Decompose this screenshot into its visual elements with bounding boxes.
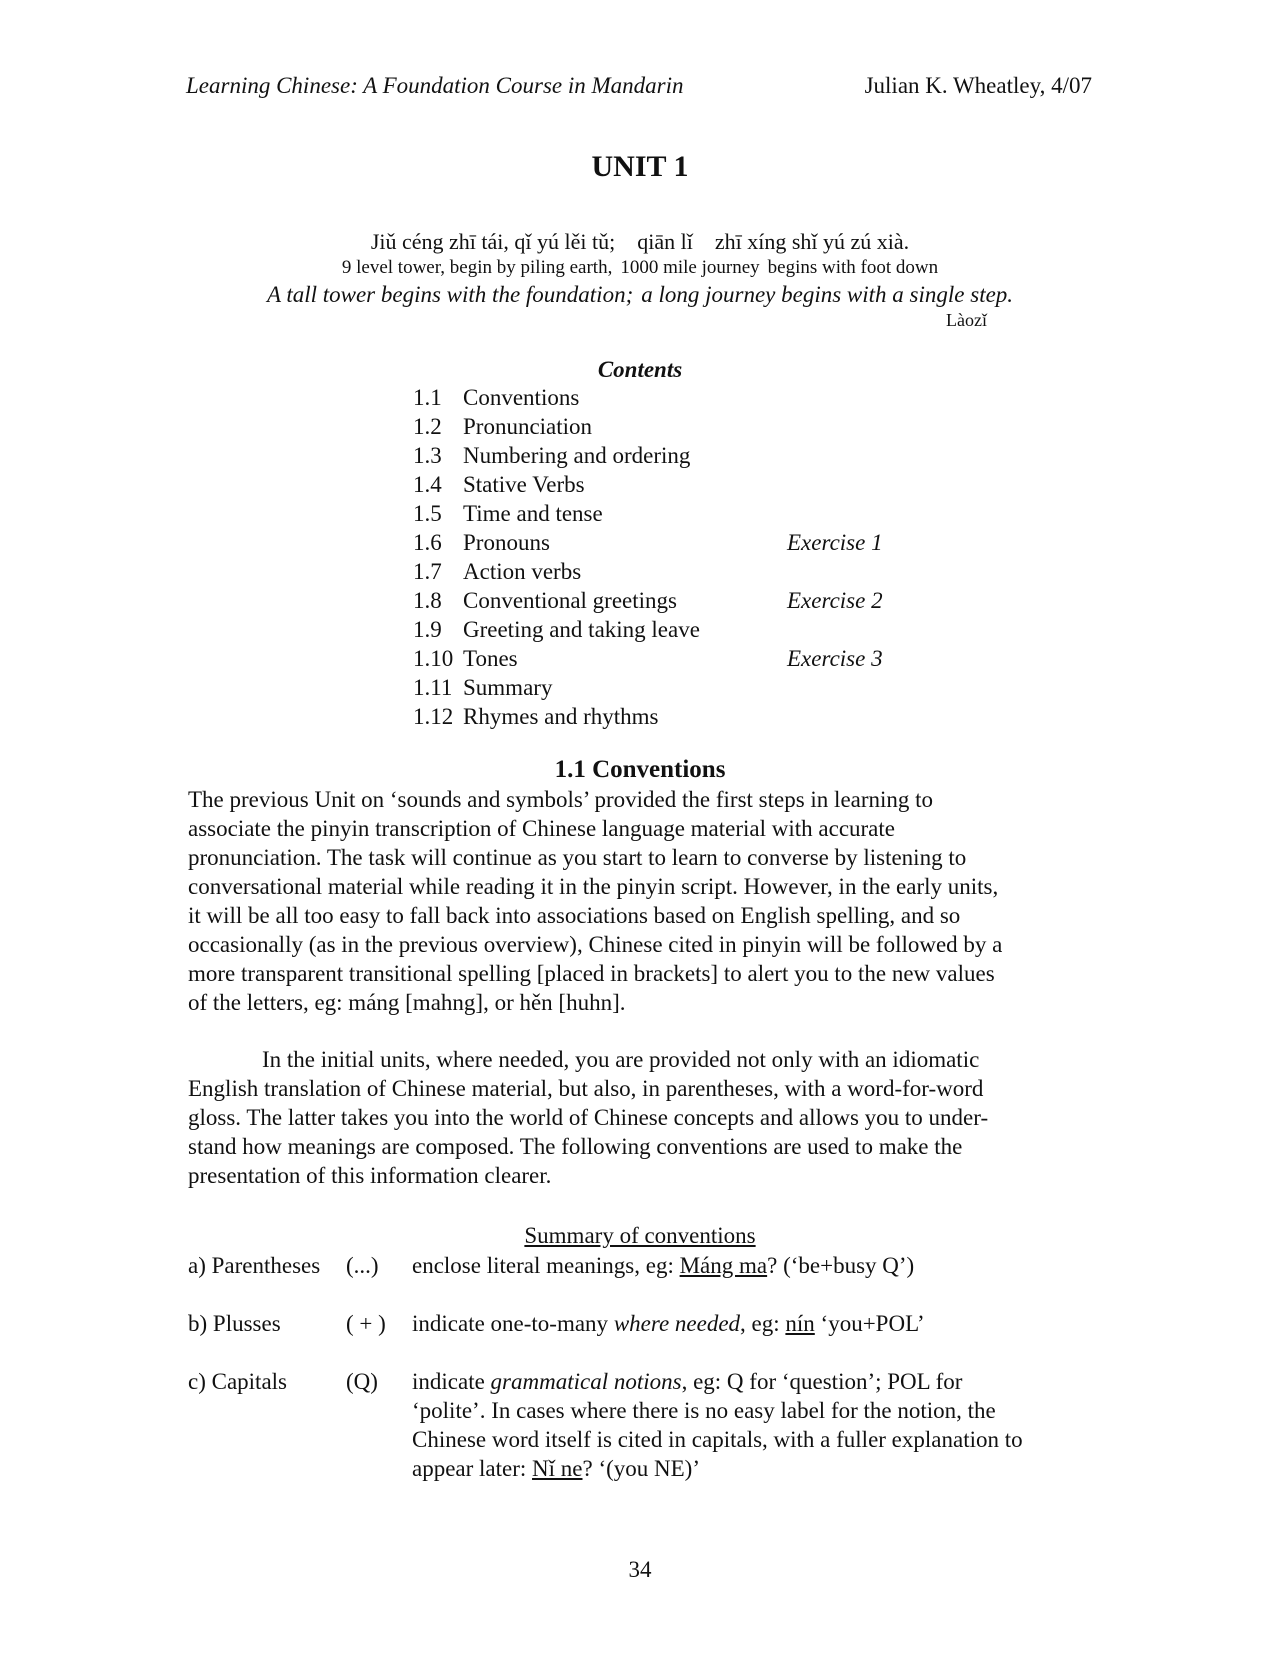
table-of-contents	[413, 385, 913, 733]
convention-description: indicate grammatical notions, eg: Q for ‘question’; POL for ‘polite’. In cases where there is no easy label for the notion, the Chinese word itself is cited in capitals, with a fuller explanation to appear later: Nǐ ne? ‘(you NE)’	[412, 1369, 1023, 1481]
running-header-author: Julian K. Wheatley, 4/07	[864, 73, 1092, 98]
contents-item-title: Summary	[463, 675, 553, 700]
proverb-gloss-part: begins with foot down	[767, 257, 939, 278]
contents-item	[413, 472, 913, 501]
contents-item-number: 1.8	[413, 588, 442, 613]
paragraph-line: more transparent transitional spelling [placed in brackets] to alert you to the new values	[188, 961, 995, 986]
running-header-title: Learning Chinese: A Foundation Course in Mandarin	[186, 73, 684, 98]
contents-item-number: 1.9	[413, 617, 442, 642]
section-heading: 1.1 Conventions	[554, 756, 726, 783]
example-word: nín	[785, 1311, 815, 1336]
contents-item	[413, 559, 913, 588]
contents-item-title: Stative Verbs	[463, 472, 585, 497]
contents-item-title: Pronouns	[463, 530, 550, 555]
contents-item-number: 1.10	[413, 646, 454, 671]
contents-item-number: 1.12	[413, 704, 454, 729]
contents-item-exercise: Exercise 2	[787, 588, 883, 613]
contents-item-title: Time and tense	[463, 501, 603, 526]
contents-item	[413, 646, 913, 675]
paragraph-line: of the letters, eg: máng [mahng], or hěn [huhn].	[188, 990, 626, 1015]
paragraph-line: associate the pinyin transcription of Chinese language material with accurate	[188, 816, 895, 841]
proverb-translation	[0, 282, 1280, 308]
example-word: Nǐ ne	[532, 1456, 583, 1481]
contents-item-number: 1.4	[413, 472, 442, 497]
contents-item-exercise: Exercise 3	[787, 646, 883, 671]
paragraph-intro	[188, 785, 1088, 1017]
page-number: 34	[628, 1557, 652, 1582]
proverb-gloss-part: 9 level tower, begin by piling earth,	[341, 257, 613, 278]
convention-label: c) Capitals	[188, 1369, 287, 1394]
convention-symbol: (Q)	[346, 1369, 378, 1394]
proverb-pinyin-part: Jiǔ céng zhī tái, qǐ yú lěi tǔ;	[370, 229, 616, 254]
summary-heading: Summary of conventions	[524, 1223, 756, 1248]
paragraph-glosses	[188, 1045, 1088, 1190]
contents-item	[413, 530, 913, 559]
contents-heading: Contents	[597, 357, 683, 382]
contents-item	[413, 704, 913, 733]
contents-item	[413, 675, 913, 704]
proverb-translation-part: A tall tower begins with the foundation;	[266, 282, 634, 307]
proverb-pinyin-part: qiān lǐ	[637, 229, 693, 254]
contents-item	[413, 385, 913, 414]
emphasis: where needed	[613, 1311, 741, 1336]
proverb-pinyin	[0, 229, 1280, 255]
emphasis: grammatical notions	[490, 1369, 682, 1394]
proverb-pinyin-part: zhī xíng shǐ yú zú xià.	[714, 229, 910, 254]
paragraph-line: stand how meanings are composed. The following conventions are used to make the	[188, 1134, 963, 1159]
convention-description: indicate one-to-many where needed, eg: nín ‘you+POL’	[412, 1311, 925, 1336]
contents-item-exercise: Exercise 1	[787, 530, 883, 555]
unit-title: UNIT 1	[591, 150, 689, 183]
paragraph-line: conversational material while reading it in the pinyin script. However, in the early units,	[188, 874, 999, 899]
contents-item-number: 1.6	[413, 530, 442, 555]
contents-item	[413, 501, 913, 530]
contents-item-number: 1.3	[413, 443, 442, 468]
contents-item	[413, 414, 913, 443]
proverb-translation-part: a long journey begins with a single step.	[641, 282, 1014, 307]
convention-description: enclose literal meanings, eg: Máng ma? (‘be+busy Q’)	[412, 1253, 915, 1278]
contents-item-title: Tones	[463, 646, 518, 671]
contents-item-number: 1.11	[413, 675, 453, 700]
convention-symbol: ( + )	[346, 1311, 386, 1336]
proverb-gloss-part: 1000 mile journey	[620, 257, 760, 278]
paragraph-line: gloss. The latter takes you into the world of Chinese concepts and allows you to under-	[188, 1105, 989, 1130]
contents-item-number: 1.1	[413, 385, 442, 410]
paragraph-line: The previous Unit on ‘sounds and symbols’ provided the first steps in learning to	[188, 787, 934, 812]
contents-item-number: 1.2	[413, 414, 442, 439]
contents-item	[413, 617, 913, 646]
proverb-gloss	[0, 257, 1280, 279]
contents-item-number: 1.5	[413, 501, 442, 526]
paragraph-line: pronunciation. The task will continue as you start to learn to converse by listening to	[188, 845, 967, 870]
contents-item-title: Rhymes and rhythms	[463, 704, 659, 729]
contents-item-number: 1.7	[413, 559, 442, 584]
proverb-attribution: Làozǐ	[946, 310, 987, 330]
convention-label: b) Plusses	[188, 1311, 281, 1336]
paragraph-line: it will be all too easy to fall back into associations based on English spelling, and so	[188, 903, 961, 928]
paragraph-line: In the initial units, where needed, you are provided not only with an idiomatic	[262, 1047, 980, 1072]
contents-item-title: Conventions	[463, 385, 580, 410]
contents-item-title: Conventional greetings	[463, 588, 677, 613]
paragraph-line: occasionally (as in the previous overview), Chinese cited in pinyin will be followed by a	[188, 932, 1003, 957]
paragraph-line: presentation of this information clearer.	[188, 1163, 552, 1188]
contents-item	[413, 443, 913, 472]
contents-item-title: Greeting and taking leave	[463, 617, 700, 642]
paragraph-line: English translation of Chinese material, but also, in parentheses, with a word-for-word	[188, 1076, 984, 1101]
contents-item-title: Numbering and ordering	[463, 443, 691, 468]
convention-label: a) Parentheses	[188, 1253, 321, 1278]
convention-symbol: (...)	[346, 1253, 379, 1278]
contents-item-title: Action verbs	[463, 559, 582, 584]
example-word: Máng ma	[679, 1253, 768, 1278]
contents-item-title: Pronunciation	[463, 414, 593, 439]
contents-item	[413, 588, 913, 617]
